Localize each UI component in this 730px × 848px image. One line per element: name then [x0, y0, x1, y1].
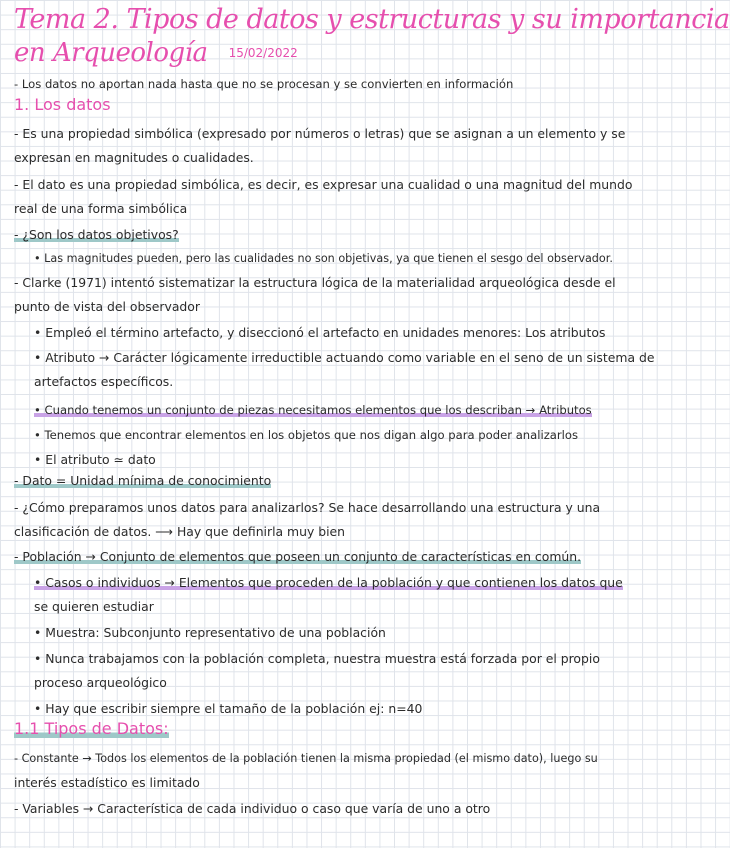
bullet-line-continuation: artefactos específicos.	[34, 374, 174, 389]
bullet-line: • Las magnitudes pueden, pero las cualidades no son objetivas, ya que tienen el sesgo del observador.	[34, 252, 613, 265]
section-heading-los-datos: 1. Los datos	[14, 95, 111, 114]
definition-variables: - Variables → Característica de cada individuo o caso que varía de uno a otro	[14, 801, 491, 816]
note-line: - ¿Cómo preparamos unos datos para analizarlos? Se hace desarrollando una estructura y una	[14, 500, 601, 515]
bullet-line: • El atributo ≃ dato	[34, 452, 156, 467]
definition-constante: - Constante → Todos los elementos de la población tienen la misma propiedad (el mismo dato), luego su	[14, 752, 598, 765]
bullet-line-continuation: se quieren estudiar	[34, 599, 154, 614]
definition-poblacion	[14, 549, 586, 565]
definition-dato	[14, 473, 586, 489]
note-date: 15/02/2022	[228, 46, 298, 60]
section-heading-tipos-de-datos	[14, 721, 586, 737]
note-line: - Clarke (1971) intentó sistematizar la estructura lógica de la materialidad arqueológica desde el	[14, 275, 616, 290]
page-title-subtitle: en Arqueología	[14, 38, 208, 68]
highlighted-text: - ¿Son los datos objetivos?	[14, 227, 179, 242]
highlighted-text: • Casos o individuos → Elementos que proceden de la población y que contienen los datos que	[34, 575, 623, 590]
bullet-line: • Hay que escribir siempre el tamaño de la población ej: n=40	[34, 701, 423, 716]
bullet-line-atributos	[34, 402, 592, 418]
note-line: interés estadístico es limitado	[14, 775, 200, 790]
note-line: punto de vista del observador	[14, 299, 200, 314]
highlighted-text: • Cuando tenemos un conjunto de piezas necesitamos elementos que los describan → Atributos	[34, 403, 592, 417]
bullet-line: • Muestra: Subconjunto representativo de una población	[34, 625, 386, 640]
highlighted-text: - Población → Conjunto de elementos que poseen un conjunto de características en común.	[14, 549, 582, 564]
bullet-line: • Atributo → Carácter lógicamente irreductible actuando como variable en el seno de un sistema de	[34, 350, 655, 365]
bullet-line: • Nunca trabajamos con la población completa, nuestra muestra está forzada por el propio	[34, 651, 600, 666]
note-line: - El dato es una propiedad simbólica, es decir, es expresar una cualidad o una magnitud del mundo	[14, 177, 633, 192]
note-line: real de una forma simbólica	[14, 201, 188, 216]
question-datos-objetivos	[14, 227, 586, 243]
note-line: clasificación de datos. ⟶ Hay que definirla muy bien	[14, 524, 346, 539]
bullet-line: • Tenemos que encontrar elementos en los objetos que nos digan algo para poder analizarlos	[34, 428, 579, 442]
note-line: - Los datos no aportan nada hasta que no se procesan y se convierten en información	[14, 77, 514, 91]
bullet-line: • Empleó el término artefacto, y diseccionó el artefacto en unidades menores: Los atributos	[34, 325, 606, 340]
page-title: Tema 2. Tipos de datos y estructuras y su importancia	[14, 4, 730, 35]
note-line: expresan en magnitudes o cualidades.	[14, 150, 254, 165]
note-line: - Es una propiedad simbólica (expresado por números o letras) que se asignan a un elemento y se	[14, 126, 626, 141]
highlighted-text: - Dato = Unidad mínima de conocimiento	[14, 473, 272, 488]
bullet-casos	[34, 575, 623, 591]
bullet-line-continuation: proceso arqueológico	[34, 675, 167, 690]
highlighted-text: 1.1 Tipos de Datos:	[14, 719, 169, 738]
page-title-line-2	[14, 38, 298, 68]
